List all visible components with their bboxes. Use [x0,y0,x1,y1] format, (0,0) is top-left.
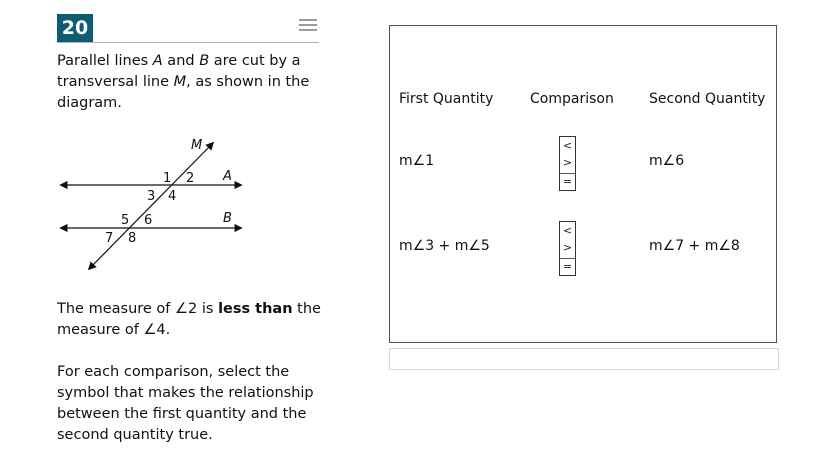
row2-first-quantity: m∠3 + m∠5 [399,238,490,254]
option-greater-than[interactable]: > [562,241,573,254]
parallel-lines-diagram [55,130,255,275]
response-area [389,348,779,370]
intro-text: Parallel lines [57,53,153,69]
line-b-name: B [199,53,210,69]
question-instructions: For each comparison, select the symbol that makes the relationship between the first quantity and the second quantity true. [57,364,314,443]
question-statement [57,299,322,341]
label-b: B [223,211,232,226]
angle-label-1: 1 [163,171,172,186]
label-a: A [223,169,232,184]
line-m [89,143,213,269]
menu-icon[interactable] [299,19,317,31]
line-a-name: A [152,53,163,69]
row2-second-quantity: m∠7 + m∠8 [649,238,740,254]
menu-icon-bar [299,29,317,31]
label-m: M [191,138,203,153]
header-second-quantity: Second Quantity [649,91,766,107]
intro-text: and [162,53,200,69]
question-intro [57,51,322,114]
angle-label-4: 4 [168,189,177,204]
angle-label-3: 3 [147,189,156,204]
line-m-name: M [173,74,187,90]
statement-angle: ∠2 [175,301,198,317]
option-equal[interactable]: = [560,258,575,274]
intro-text: , as shown in the diagram. [57,74,310,111]
option-less-than[interactable]: < [562,139,573,152]
statement-text: the measure of [57,301,321,338]
row2-comparison-select[interactable] [559,221,576,276]
statement-text: . [165,322,171,338]
header-first-quantity: First Quantity [399,91,494,107]
row1-comparison-select[interactable] [559,136,576,191]
header-comparison: Comparison [530,91,614,107]
option-greater-than[interactable]: > [562,156,573,169]
angle-label-5: 5 [121,213,130,228]
row1-second-quantity: m∠6 [649,153,685,169]
row1-first-quantity: m∠1 [399,153,435,169]
question-number: 20 [57,14,93,42]
menu-icon-bar [299,19,317,21]
option-equal[interactable]: = [560,173,575,189]
angle-label-6: 6 [144,213,153,228]
header-divider [57,42,319,43]
angle-label-2: 2 [186,171,195,186]
comparison-table [389,25,777,343]
angle-label-7: 7 [105,231,114,246]
intro-text: are cut by a transversal line [57,53,301,90]
statement-text: The measure of [57,301,176,317]
menu-icon-bar [299,24,317,26]
angle-label-8: 8 [128,231,137,246]
statement-emphasis: less than [218,301,293,317]
statement-text: is [197,301,219,317]
option-less-than[interactable]: < [562,224,573,237]
statement-angle: ∠4 [143,322,166,338]
